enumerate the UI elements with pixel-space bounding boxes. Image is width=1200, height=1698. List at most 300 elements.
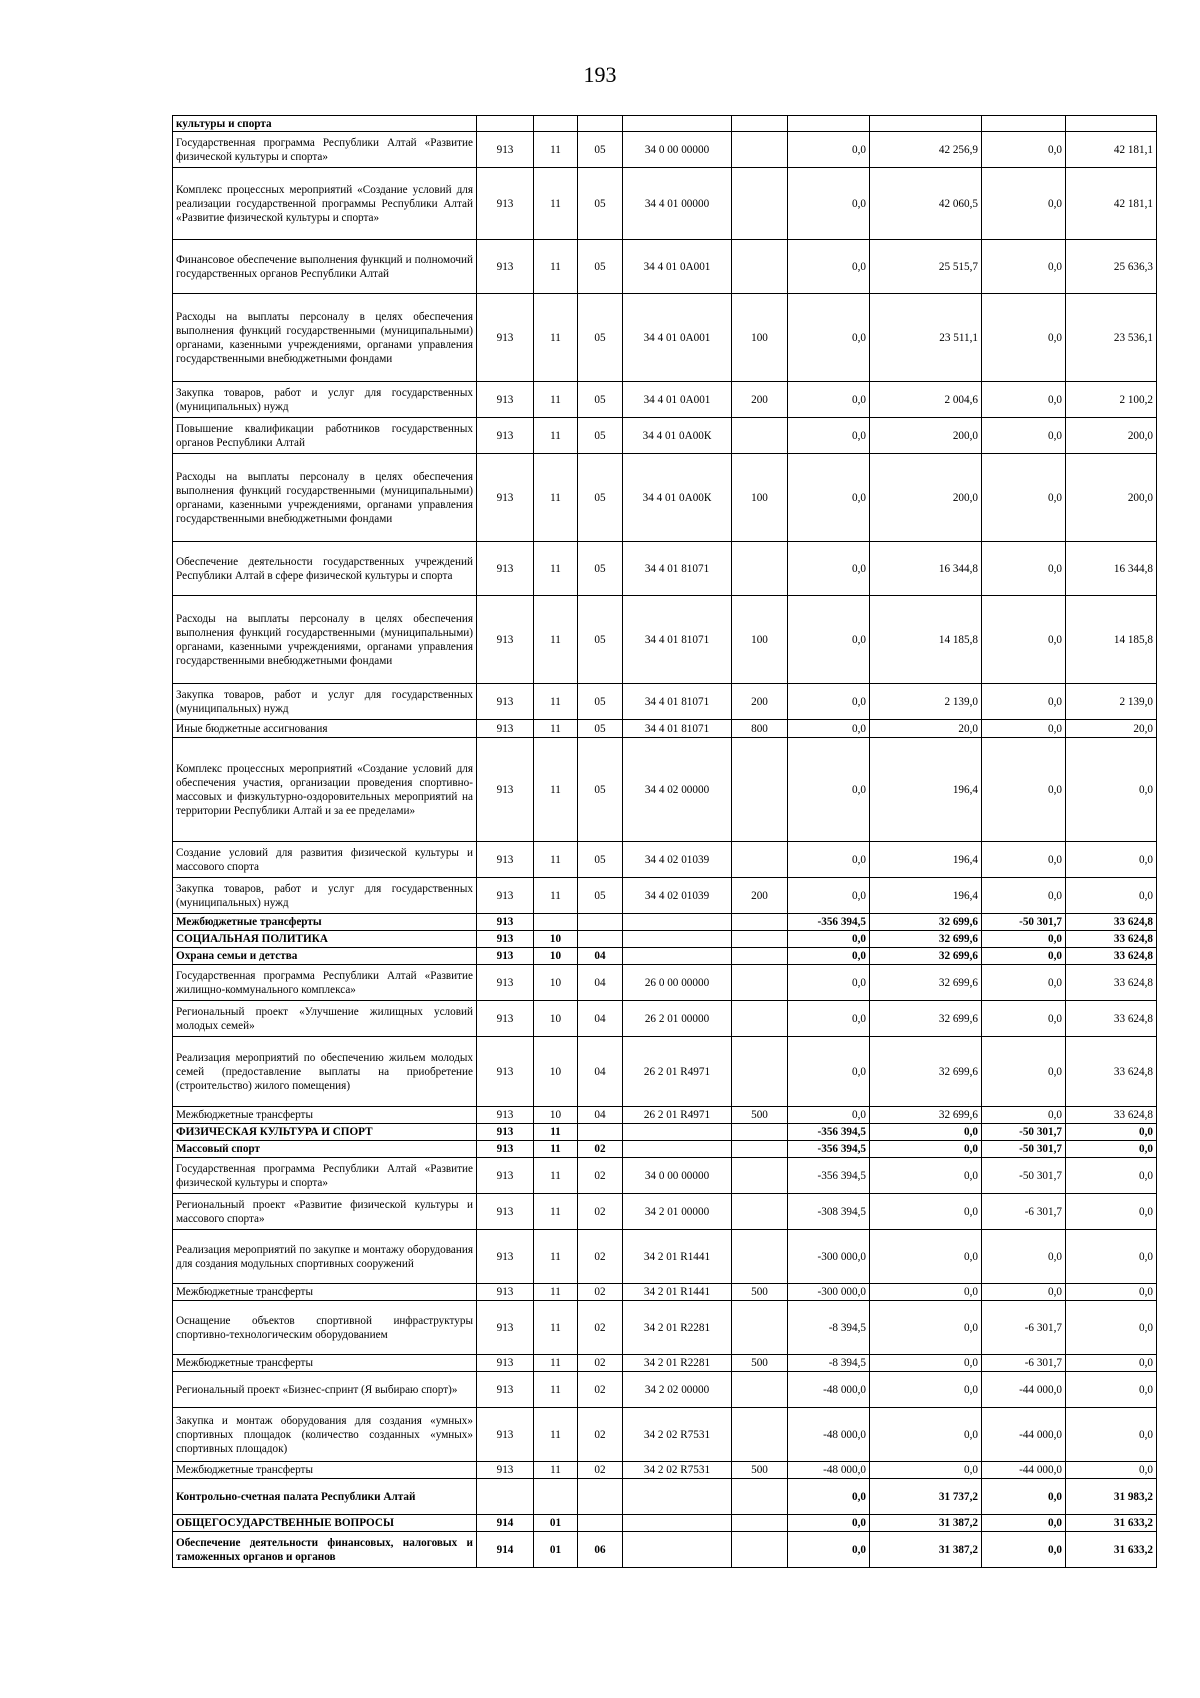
row-value-4: 0,0 (1066, 1194, 1157, 1230)
row-value-4: 33 624,8 (1066, 1001, 1157, 1037)
row-value-1: -48 000,0 (788, 1462, 870, 1479)
row-section: 01 (534, 1532, 578, 1568)
row-name: Массовый спорт (173, 1141, 477, 1158)
row-value-4: 2 100,2 (1066, 382, 1157, 418)
row-target (623, 1515, 732, 1532)
page-number: 193 (583, 62, 617, 87)
row-value-2: 23 511,1 (870, 294, 982, 382)
row-value-3: -50 301,7 (982, 1124, 1066, 1141)
row-section: 10 (534, 931, 578, 948)
row-value-1: 0,0 (788, 382, 870, 418)
row-expense-type (732, 132, 788, 168)
row-subsection: 05 (578, 878, 623, 914)
row-name: Обеспечение деятельности государственных учреждений Республики Алтай в сфере физической культуры и спорта (173, 542, 477, 596)
row-target: 34 2 01 R2281 (623, 1355, 732, 1372)
row-expense-type (732, 1230, 788, 1284)
row-code (477, 1479, 534, 1515)
row-subsection: 02 (578, 1194, 623, 1230)
row-value-3: -6 301,7 (982, 1355, 1066, 1372)
row-code: 913 (477, 1408, 534, 1462)
row-value-4: 0,0 (1066, 1372, 1157, 1408)
row-value-4: 33 624,8 (1066, 1107, 1157, 1124)
row-name: Государственная программа Республики Алтай «Развитие жилищно-коммунального комплекса» (173, 965, 477, 1001)
row-value-2: 42 060,5 (870, 168, 982, 240)
row-value-4: 20,0 (1066, 720, 1157, 738)
table-row (173, 1124, 1157, 1141)
row-expense-type (732, 1001, 788, 1037)
row-code: 913 (477, 1124, 534, 1141)
row-target: 34 4 01 81071 (623, 542, 732, 596)
row-code (477, 116, 534, 132)
row-value-3: 0,0 (982, 720, 1066, 738)
row-code: 913 (477, 418, 534, 454)
row-name: Расходы на выплаты персоналу в целях обеспечения выполнения функций государственными (муниципальными) органами, казенными учреждениями, органами управления государственными внебюджетными фондами (173, 294, 477, 382)
row-expense-type (732, 1408, 788, 1462)
row-code: 913 (477, 1372, 534, 1408)
row-value-1: -300 000,0 (788, 1284, 870, 1301)
row-subsection: 06 (578, 1532, 623, 1568)
row-value-4: 33 624,8 (1066, 914, 1157, 931)
row-code: 913 (477, 542, 534, 596)
row-expense-type (732, 1479, 788, 1515)
row-value-3: 0,0 (982, 454, 1066, 542)
row-code: 913 (477, 132, 534, 168)
row-expense-type (732, 738, 788, 842)
row-subsection (578, 931, 623, 948)
row-code: 913 (477, 842, 534, 878)
row-value-4: 0,0 (1066, 1230, 1157, 1284)
table-row (173, 965, 1157, 1001)
row-target: 34 2 02 00000 (623, 1372, 732, 1408)
row-value-2: 14 185,8 (870, 596, 982, 684)
row-target: 34 4 02 01039 (623, 878, 732, 914)
row-value-2: 32 699,6 (870, 914, 982, 931)
table-row (173, 382, 1157, 418)
row-value-4: 33 624,8 (1066, 965, 1157, 1001)
row-code: 913 (477, 240, 534, 294)
row-code: 914 (477, 1515, 534, 1532)
row-value-2: 0,0 (870, 1284, 982, 1301)
row-code: 913 (477, 738, 534, 842)
row-value-2: 2 004,6 (870, 382, 982, 418)
row-section: 10 (534, 948, 578, 965)
row-value-4: 200,0 (1066, 418, 1157, 454)
row-code: 913 (477, 1158, 534, 1194)
row-target: 34 4 01 0А001 (623, 382, 732, 418)
row-name: Региональный проект «Бизнес-спринт (Я выбираю спорт)» (173, 1372, 477, 1408)
row-value-1: -356 394,5 (788, 1158, 870, 1194)
table-row (173, 738, 1157, 842)
row-section: 11 (534, 1194, 578, 1230)
row-value-4: 16 344,8 (1066, 542, 1157, 596)
table-row (173, 878, 1157, 914)
row-section: 01 (534, 1515, 578, 1532)
table-row (173, 1479, 1157, 1515)
row-name: Региональный проект «Улучшение жилищных условий молодых семей» (173, 1001, 477, 1037)
table-row (173, 1001, 1157, 1037)
row-expense-type: 100 (732, 596, 788, 684)
row-value-4: 0,0 (1066, 842, 1157, 878)
table-row (173, 1532, 1157, 1568)
row-expense-type (732, 1194, 788, 1230)
row-target: 34 4 02 01039 (623, 842, 732, 878)
row-subsection: 05 (578, 842, 623, 878)
row-section: 10 (534, 1001, 578, 1037)
row-value-1: 0,0 (788, 720, 870, 738)
row-subsection (578, 1479, 623, 1515)
row-value-1: -8 394,5 (788, 1355, 870, 1372)
row-code: 913 (477, 294, 534, 382)
row-section (534, 914, 578, 931)
row-value-2: 32 699,6 (870, 931, 982, 948)
row-section: 11 (534, 1301, 578, 1355)
row-section: 10 (534, 965, 578, 1001)
row-value-3: 0,0 (982, 1037, 1066, 1107)
row-target: 26 2 01 00000 (623, 1001, 732, 1037)
row-value-3: -50 301,7 (982, 1158, 1066, 1194)
row-target: 34 2 02 R7531 (623, 1408, 732, 1462)
row-subsection: 04 (578, 965, 623, 1001)
row-section: 11 (534, 1408, 578, 1462)
row-expense-type: 500 (732, 1284, 788, 1301)
table-row (173, 1355, 1157, 1372)
table-row (173, 596, 1157, 684)
row-name: Закупка товаров, работ и услуг для государственных (муниципальных) нужд (173, 382, 477, 418)
row-value-1: 0,0 (788, 842, 870, 878)
row-section: 11 (534, 878, 578, 914)
row-expense-type (732, 542, 788, 596)
row-target (623, 931, 732, 948)
row-value-1: -48 000,0 (788, 1372, 870, 1408)
row-section: 11 (534, 684, 578, 720)
row-code: 913 (477, 1107, 534, 1124)
row-subsection: 05 (578, 596, 623, 684)
row-expense-type (732, 1141, 788, 1158)
row-subsection: 05 (578, 542, 623, 596)
row-value-1: 0,0 (788, 1107, 870, 1124)
row-target (623, 948, 732, 965)
row-expense-type (732, 1372, 788, 1408)
table-row (173, 842, 1157, 878)
row-value-4: 33 624,8 (1066, 948, 1157, 965)
table-row (173, 684, 1157, 720)
row-value-1: 0,0 (788, 684, 870, 720)
row-value-2: 0,0 (870, 1355, 982, 1372)
row-value-2: 0,0 (870, 1230, 982, 1284)
row-section (534, 116, 578, 132)
row-value-4: 0,0 (1066, 1355, 1157, 1372)
row-value-1: -356 394,5 (788, 1124, 870, 1141)
row-value-1: 0,0 (788, 965, 870, 1001)
row-subsection: 05 (578, 684, 623, 720)
table-row (173, 418, 1157, 454)
row-subsection: 02 (578, 1301, 623, 1355)
row-target: 34 2 01 R1441 (623, 1284, 732, 1301)
row-value-2: 200,0 (870, 418, 982, 454)
row-value-1: 0,0 (788, 240, 870, 294)
row-name: Закупка и монтаж оборудования для создания «умных» спортивных площадок (количество созданных «умных» спортивных площадок) (173, 1408, 477, 1462)
row-value-4: 0,0 (1066, 878, 1157, 914)
row-value-4: 2 139,0 (1066, 684, 1157, 720)
row-value-2: 0,0 (870, 1194, 982, 1230)
row-name: Закупка товаров, работ и услуг для государственных (муниципальных) нужд (173, 878, 477, 914)
row-section: 10 (534, 1107, 578, 1124)
row-target (623, 1124, 732, 1141)
row-value-2: 0,0 (870, 1408, 982, 1462)
row-value-3: 0,0 (982, 931, 1066, 948)
row-code: 913 (477, 1001, 534, 1037)
row-value-3: 0,0 (982, 596, 1066, 684)
row-value-3: -6 301,7 (982, 1194, 1066, 1230)
row-value-1: 0,0 (788, 1479, 870, 1515)
table-row (173, 1194, 1157, 1230)
table-row (173, 1515, 1157, 1532)
row-value-2: 31 387,2 (870, 1532, 982, 1568)
row-subsection: 04 (578, 1001, 623, 1037)
row-value-3: 0,0 (982, 1515, 1066, 1532)
row-name: Создание условий для развития физической культуры и массового спорта (173, 842, 477, 878)
row-value-1: 0,0 (788, 931, 870, 948)
row-subsection: 05 (578, 418, 623, 454)
row-section: 11 (534, 454, 578, 542)
row-section: 11 (534, 240, 578, 294)
row-target: 26 2 01 R4971 (623, 1107, 732, 1124)
row-target: 34 4 01 0А00К (623, 418, 732, 454)
row-name: Государственная программа Республики Алтай «Развитие физической культуры и спорта» (173, 1158, 477, 1194)
row-subsection: 02 (578, 1408, 623, 1462)
row-value-2: 196,4 (870, 878, 982, 914)
table-row (173, 240, 1157, 294)
row-expense-type: 500 (732, 1462, 788, 1479)
table-row (173, 720, 1157, 738)
row-subsection: 02 (578, 1462, 623, 1479)
row-subsection: 05 (578, 720, 623, 738)
row-value-1: 0,0 (788, 418, 870, 454)
row-subsection: 05 (578, 382, 623, 418)
row-code: 913 (477, 596, 534, 684)
row-expense-type (732, 931, 788, 948)
row-expense-type (732, 418, 788, 454)
row-name: Реализация мероприятий по обеспечению жильем молодых семей (предоставление выплаты на приобретение (строительство) жилого помещения) (173, 1037, 477, 1107)
table-row (173, 1284, 1157, 1301)
row-code: 913 (477, 1194, 534, 1230)
row-code: 913 (477, 878, 534, 914)
row-value-1 (788, 116, 870, 132)
row-target: 34 0 00 00000 (623, 1158, 732, 1194)
row-value-2: 0,0 (870, 1141, 982, 1158)
row-value-3: 0,0 (982, 382, 1066, 418)
row-name: ФИЗИЧЕСКАЯ КУЛЬТУРА И СПОРТ (173, 1124, 477, 1141)
row-name: Межбюджетные трансферты (173, 1462, 477, 1479)
row-section: 11 (534, 168, 578, 240)
row-name: Межбюджетные трансферты (173, 914, 477, 931)
row-expense-type: 100 (732, 454, 788, 542)
row-value-3: 0,0 (982, 738, 1066, 842)
row-code: 913 (477, 965, 534, 1001)
row-value-1: -356 394,5 (788, 1141, 870, 1158)
row-subsection (578, 1124, 623, 1141)
row-name: Закупка товаров, работ и услуг для государственных (муниципальных) нужд (173, 684, 477, 720)
row-value-1: -8 394,5 (788, 1301, 870, 1355)
row-value-2: 0,0 (870, 1158, 982, 1194)
row-section: 11 (534, 1141, 578, 1158)
row-target (623, 914, 732, 931)
table-row (173, 1372, 1157, 1408)
row-subsection: 02 (578, 1230, 623, 1284)
row-subsection (578, 914, 623, 931)
row-value-1: 0,0 (788, 1001, 870, 1037)
budget-table (172, 115, 1157, 1568)
row-name: Оснащение объектов спортивной инфраструктуры спортивно-технологическим оборудованием (173, 1301, 477, 1355)
row-value-3: -6 301,7 (982, 1301, 1066, 1355)
row-target: 34 0 00 00000 (623, 132, 732, 168)
row-value-1: 0,0 (788, 132, 870, 168)
row-code: 913 (477, 454, 534, 542)
row-value-2: 31 387,2 (870, 1515, 982, 1532)
row-target (623, 1532, 732, 1568)
table-row (173, 542, 1157, 596)
row-subsection: 02 (578, 1372, 623, 1408)
row-value-3: -50 301,7 (982, 1141, 1066, 1158)
row-value-3: 0,0 (982, 965, 1066, 1001)
table-row (173, 1158, 1157, 1194)
table-row (173, 1107, 1157, 1124)
row-expense-type (732, 914, 788, 931)
row-value-4: 31 983,2 (1066, 1479, 1157, 1515)
row-value-3: 0,0 (982, 1284, 1066, 1301)
row-value-1: 0,0 (788, 738, 870, 842)
row-section: 11 (534, 720, 578, 738)
row-code: 913 (477, 720, 534, 738)
row-target: 34 2 01 R1441 (623, 1230, 732, 1284)
row-value-4: 42 181,1 (1066, 168, 1157, 240)
row-value-2: 42 256,9 (870, 132, 982, 168)
row-section: 11 (534, 738, 578, 842)
row-name: Расходы на выплаты персоналу в целях обеспечения выполнения функций государственными (муниципальными) органами, казенными учреждениями, органами управления государственными внебюджетными фондами (173, 596, 477, 684)
table-row (173, 1037, 1157, 1107)
row-target: 34 4 01 81071 (623, 684, 732, 720)
row-value-1: 0,0 (788, 948, 870, 965)
row-value-1: 0,0 (788, 1515, 870, 1532)
row-value-1: 0,0 (788, 454, 870, 542)
row-value-3: 0,0 (982, 168, 1066, 240)
row-name: Межбюджетные трансферты (173, 1355, 477, 1372)
row-value-2 (870, 116, 982, 132)
row-code: 913 (477, 1141, 534, 1158)
row-value-2: 32 699,6 (870, 948, 982, 965)
row-value-2: 32 699,6 (870, 965, 982, 1001)
row-expense-type (732, 1037, 788, 1107)
row-section: 11 (534, 1230, 578, 1284)
row-subsection: 05 (578, 738, 623, 842)
row-value-3: 0,0 (982, 418, 1066, 454)
row-target (623, 116, 732, 132)
row-value-3: 0,0 (982, 240, 1066, 294)
row-value-3: 0,0 (982, 684, 1066, 720)
row-subsection: 04 (578, 1037, 623, 1107)
row-expense-type (732, 1532, 788, 1568)
row-value-4: 0,0 (1066, 1462, 1157, 1479)
row-name: культуры и спорта (173, 116, 477, 132)
row-target: 34 4 02 00000 (623, 738, 732, 842)
row-name: Межбюджетные трансферты (173, 1284, 477, 1301)
row-value-4: 0,0 (1066, 1124, 1157, 1141)
row-target: 34 4 01 0А001 (623, 240, 732, 294)
row-subsection: 02 (578, 1355, 623, 1372)
row-value-1: 0,0 (788, 596, 870, 684)
row-value-2: 16 344,8 (870, 542, 982, 596)
row-value-2: 196,4 (870, 842, 982, 878)
row-expense-type (732, 240, 788, 294)
row-value-4: 0,0 (1066, 1284, 1157, 1301)
row-target: 34 2 01 R2281 (623, 1301, 732, 1355)
row-section: 11 (534, 1158, 578, 1194)
row-subsection: 04 (578, 948, 623, 965)
row-expense-type (732, 965, 788, 1001)
row-value-3: 0,0 (982, 1479, 1066, 1515)
row-name: Охрана семьи и детства (173, 948, 477, 965)
row-code: 914 (477, 1532, 534, 1568)
row-value-4: 31 633,2 (1066, 1515, 1157, 1532)
row-value-4: 200,0 (1066, 454, 1157, 542)
row-section: 11 (534, 596, 578, 684)
row-subsection: 02 (578, 1141, 623, 1158)
row-value-2: 0,0 (870, 1124, 982, 1141)
row-name: ОБЩЕГОСУДАРСТВЕННЫЕ ВОПРОСЫ (173, 1515, 477, 1532)
row-target: 26 2 01 R4971 (623, 1037, 732, 1107)
table-row (173, 1462, 1157, 1479)
row-section: 11 (534, 542, 578, 596)
row-code: 913 (477, 1230, 534, 1284)
table-row (173, 914, 1157, 931)
row-value-3: 0,0 (982, 294, 1066, 382)
row-section: 11 (534, 132, 578, 168)
row-section: 11 (534, 1355, 578, 1372)
row-value-2: 0,0 (870, 1301, 982, 1355)
row-target: 34 4 01 81071 (623, 720, 732, 738)
row-subsection: 05 (578, 294, 623, 382)
row-code: 913 (477, 1355, 534, 1372)
row-section (534, 1479, 578, 1515)
row-value-3: 0,0 (982, 542, 1066, 596)
row-value-4: 14 185,8 (1066, 596, 1157, 684)
row-value-2: 196,4 (870, 738, 982, 842)
row-expense-type: 200 (732, 382, 788, 418)
row-value-4: 42 181,1 (1066, 132, 1157, 168)
row-code: 913 (477, 1462, 534, 1479)
table-row (173, 132, 1157, 168)
row-value-2: 200,0 (870, 454, 982, 542)
row-value-2: 0,0 (870, 1462, 982, 1479)
row-subsection: 05 (578, 132, 623, 168)
row-value-4: 0,0 (1066, 1158, 1157, 1194)
row-value-3: 0,0 (982, 1532, 1066, 1568)
table-row (173, 116, 1157, 132)
row-value-3: 0,0 (982, 878, 1066, 914)
row-name: Контрольно-счетная палата Республики Алтай (173, 1479, 477, 1515)
row-name: Повышение квалификации работников государственных органов Республики Алтай (173, 418, 477, 454)
row-value-1: 0,0 (788, 878, 870, 914)
row-section: 11 (534, 1124, 578, 1141)
row-value-2: 25 515,7 (870, 240, 982, 294)
row-subsection: 04 (578, 1107, 623, 1124)
row-name: Обеспечение деятельности финансовых, налоговых и таможенных органов и органов (173, 1532, 477, 1568)
row-name: Региональный проект «Развитие физической культуры и массового спорта» (173, 1194, 477, 1230)
table-row (173, 294, 1157, 382)
row-value-3: 0,0 (982, 1001, 1066, 1037)
row-value-1: 0,0 (788, 294, 870, 382)
row-subsection: 02 (578, 1284, 623, 1301)
